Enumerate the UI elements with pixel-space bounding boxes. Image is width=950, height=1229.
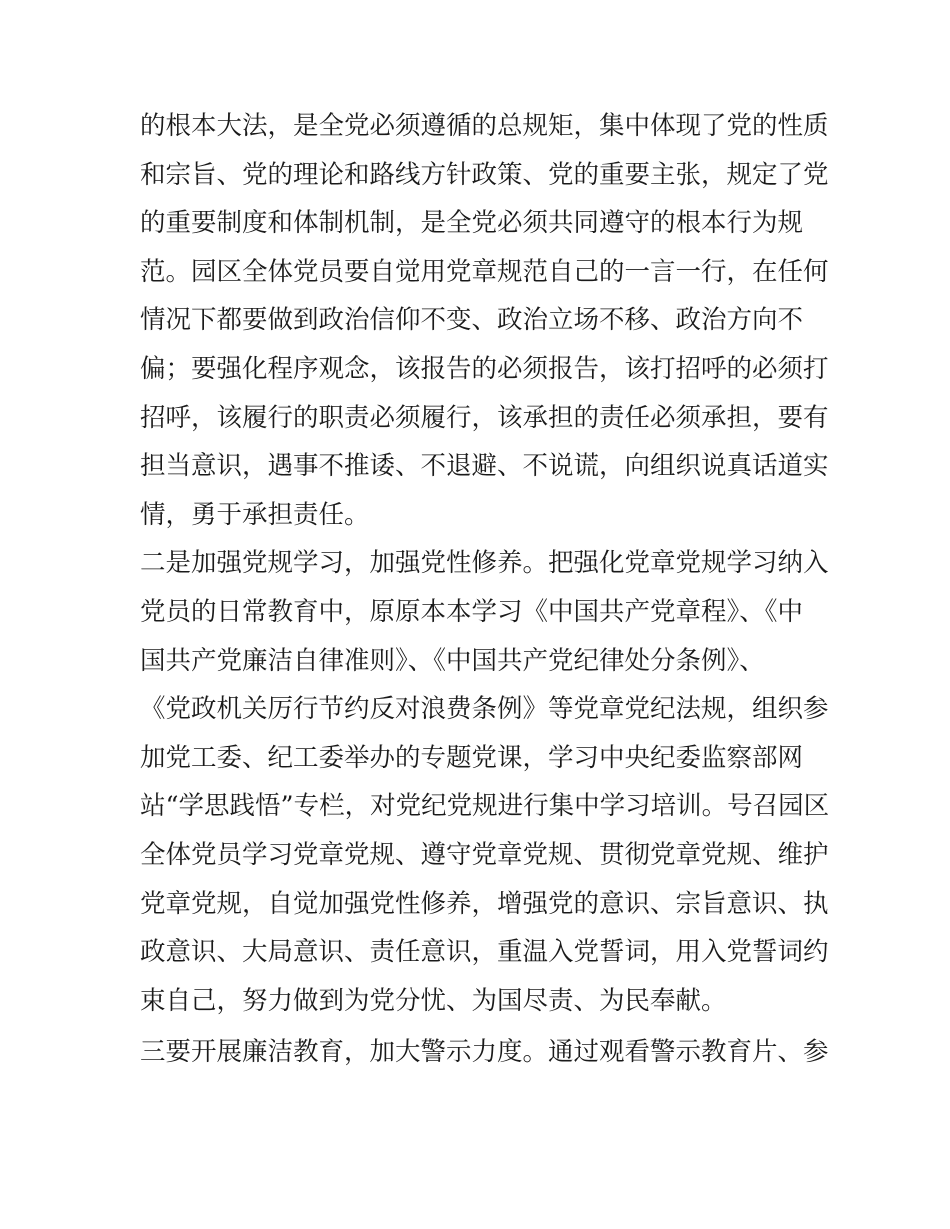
text-line: 束自己，努力做到为党分忧、为国尽责、为民奉献。 <box>140 985 727 1016</box>
text-line: 《党政机关厉行节约反对浪费条例》等党章党纪法规，组织参 <box>140 694 829 725</box>
text-line: 二是加强党规学习，加强党性修养。把强化党章党规学习纳入 <box>140 548 829 579</box>
text-line: 范。园区全体党员要自觉用党章规范自己的一言一行，在任何 <box>140 256 829 287</box>
text-line: 情，勇于承担责任。 <box>140 499 370 530</box>
text-line: 站“学思践悟”专栏，对党纪党规进行集中学习培训。号召园区 <box>140 791 830 822</box>
paragraph-2 <box>140 539 830 1025</box>
body-text <box>140 102 830 1077</box>
text-line: 三要开展廉洁教育，加大警示力度。通过观看警示教育片、参 <box>140 1037 829 1068</box>
text-line: 党章党规，自觉加强党性修养，增强党的意识、宗旨意识、执 <box>140 888 829 919</box>
text-line: 情况下都要做到政治信仰不变、政治立场不移、政治方向不 <box>140 305 804 336</box>
text-line: 招呼，该履行的职责必须履行，该承担的责任必须承担，要有 <box>140 402 829 433</box>
text-line: 加党工委、纪工委举办的专题党课，学习中央纪委监察部网 <box>140 742 804 773</box>
text-line: 担当意识，遇事不推诿、不退避、不说谎，向组织说真话道实 <box>140 451 829 482</box>
text-line: 的重要制度和体制机制，是全党必须共同遵守的根本行为规 <box>140 208 804 239</box>
text-line: 和宗旨、党的理论和路线方针政策、党的重要主张，规定了党 <box>140 159 829 190</box>
text-line: 国共产党廉洁自律准则》、《中国共产党纪律处分条例》、 <box>140 645 765 676</box>
paragraph-3 <box>140 1028 829 1077</box>
text-line: 全体党员学习党章党规、遵守党章党规、贯彻党章党规、维护 <box>140 839 829 870</box>
text-line: 党员的日常教育中，原原本本学习《中国共产党章程》、《中 <box>140 596 804 627</box>
text-line: 偏；要强化程序观念，该报告的必须报告，该打招呼的必须打 <box>140 353 829 384</box>
text-line: 的根本大法，是全党必须遵循的总规矩，集中体现了党的性质 <box>140 111 829 141</box>
text-line: 政意识、大局意识、责任意识，重温入党誓词，用入党誓词约 <box>140 937 829 968</box>
paragraph-1 <box>140 102 829 539</box>
